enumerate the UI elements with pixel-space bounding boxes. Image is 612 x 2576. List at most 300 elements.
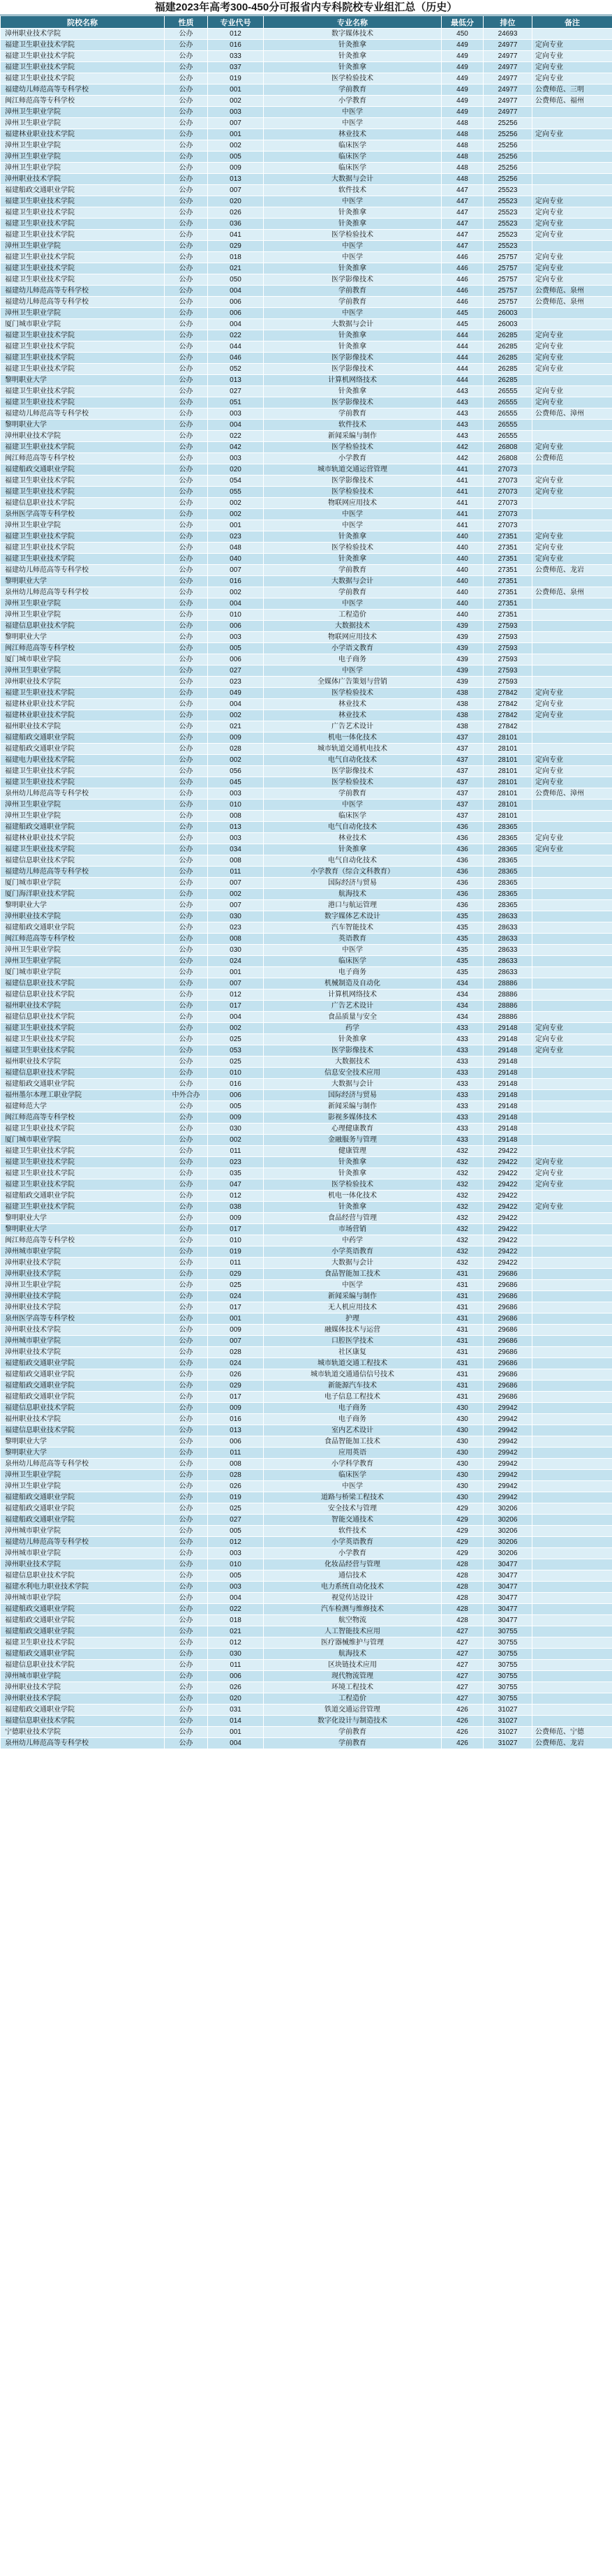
remark-cell (532, 1425, 612, 1436)
code-cell: 002 (208, 1023, 264, 1034)
school-cell: 福建信息职业技术学院 (1, 855, 165, 867)
remark-cell (532, 1705, 612, 1716)
remark-cell (532, 1112, 612, 1124)
type-cell: 公办 (165, 163, 208, 174)
score-cell: 447 (442, 230, 484, 241)
remark-cell (532, 1302, 612, 1313)
type-cell: 公办 (165, 1682, 208, 1693)
remark-cell: 公费师范、福州 (532, 96, 612, 107)
score-cell: 441 (442, 520, 484, 531)
code-cell: 010 (208, 1235, 264, 1246)
score-cell: 429 (442, 1548, 484, 1559)
score-cell: 429 (442, 1515, 484, 1526)
type-cell: 公办 (165, 598, 208, 610)
score-cell: 427 (442, 1626, 484, 1637)
score-cell: 435 (442, 956, 484, 967)
code-cell: 026 (208, 1682, 264, 1693)
code-cell: 003 (208, 632, 264, 643)
code-cell: 006 (208, 1436, 264, 1448)
code-cell: 017 (208, 1001, 264, 1012)
score-cell: 430 (442, 1448, 484, 1459)
type-cell: 公办 (165, 207, 208, 219)
code-cell: 004 (208, 1593, 264, 1604)
major-cell: 国际经济与贸易 (264, 1090, 442, 1101)
rank-cell: 25757 (484, 263, 532, 274)
major-cell: 口腔医学技术 (264, 1336, 442, 1347)
rank-cell: 29422 (484, 1235, 532, 1246)
table-row (1, 1414, 612, 1425)
school-cell: 福建卫生职业技术学院 (1, 688, 165, 699)
remark-cell (532, 665, 612, 677)
remark-cell: 公费师范、泉州 (532, 286, 612, 297)
remark-cell (532, 1470, 612, 1481)
school-cell: 黎明职业大学 (1, 576, 165, 587)
code-cell: 012 (208, 989, 264, 1001)
code-cell: 023 (208, 677, 264, 688)
table-body (1, 29, 612, 1749)
school-cell: 漳州卫生职业学院 (1, 956, 165, 967)
code-cell: 026 (208, 207, 264, 219)
rank-cell: 27073 (484, 487, 532, 498)
school-cell: 福建卫生职业技术学院 (1, 1157, 165, 1168)
table-row (1, 1559, 612, 1570)
school-cell: 漳州卫生职业学院 (1, 241, 165, 252)
table-row (1, 40, 612, 51)
school-cell: 漳州卫生职业学院 (1, 1470, 165, 1481)
score-cell: 441 (442, 509, 484, 520)
major-cell: 医学检验技术 (264, 777, 442, 788)
code-cell: 022 (208, 330, 264, 341)
school-cell: 福建卫生职业技术学院 (1, 263, 165, 274)
score-cell: 433 (442, 1112, 484, 1124)
school-cell: 漳州职业技术学院 (1, 1559, 165, 1570)
remark-cell: 公费师范 (532, 453, 612, 464)
score-cell: 433 (442, 1034, 484, 1045)
score-cell: 438 (442, 688, 484, 699)
major-cell: 针灸推拿 (264, 386, 442, 397)
table-row (1, 811, 612, 822)
rank-cell: 28101 (484, 755, 532, 766)
rank-cell: 30755 (484, 1626, 532, 1637)
remark-cell (532, 1146, 612, 1157)
header-rank: 排位 (484, 16, 532, 29)
code-cell: 008 (208, 1459, 264, 1470)
rank-cell: 29942 (484, 1403, 532, 1414)
type-cell: 公办 (165, 431, 208, 442)
table-row (1, 1503, 612, 1515)
code-cell: 016 (208, 1079, 264, 1090)
school-cell: 漳州卫生职业学院 (1, 152, 165, 163)
major-cell: 食品智能加工技术 (264, 1269, 442, 1280)
rank-cell: 29686 (484, 1291, 532, 1302)
table-row (1, 207, 612, 219)
table-row (1, 1280, 612, 1291)
code-cell: 019 (208, 1246, 264, 1258)
remark-cell (532, 1503, 612, 1515)
school-cell: 福建卫生职业技术学院 (1, 844, 165, 855)
rank-cell: 29686 (484, 1381, 532, 1392)
remark-cell: 定向专业 (532, 844, 612, 855)
major-cell: 健康管理 (264, 1146, 442, 1157)
table-row (1, 1124, 612, 1135)
school-cell: 福建船政交通职业学院 (1, 1392, 165, 1403)
major-cell: 无人机应用技术 (264, 1302, 442, 1313)
score-cell: 427 (442, 1671, 484, 1682)
type-cell: 公办 (165, 1582, 208, 1593)
remark-cell (532, 1593, 612, 1604)
table-row (1, 341, 612, 353)
table-row (1, 51, 612, 62)
table-row (1, 219, 612, 230)
school-cell: 福建幼儿师范高等专科学校 (1, 84, 165, 96)
major-cell: 学前教育 (264, 1738, 442, 1749)
table-row (1, 442, 612, 453)
table-row (1, 453, 612, 464)
table-row (1, 409, 612, 420)
school-cell: 漳州职业技术学院 (1, 1269, 165, 1280)
code-cell: 009 (208, 1112, 264, 1124)
page-title: 福建2023年高考300-450分可报省内专科院校专业组汇总（历史） (0, 0, 612, 15)
score-cell: 431 (442, 1325, 484, 1336)
remark-cell (532, 677, 612, 688)
score-cell: 449 (442, 84, 484, 96)
type-cell: 公办 (165, 196, 208, 207)
rank-cell: 27593 (484, 632, 532, 643)
code-cell: 024 (208, 1358, 264, 1369)
score-cell: 436 (442, 833, 484, 844)
score-cell: 447 (442, 207, 484, 219)
major-cell: 中药学 (264, 1235, 442, 1246)
table-row (1, 230, 612, 241)
major-cell: 通信技术 (264, 1570, 442, 1582)
major-cell: 医学影像技术 (264, 274, 442, 286)
type-cell: 公办 (165, 643, 208, 654)
major-cell: 软件技术 (264, 420, 442, 431)
remark-cell: 定向专业 (532, 766, 612, 777)
rank-cell: 30206 (484, 1503, 532, 1515)
rank-cell: 29422 (484, 1157, 532, 1168)
major-cell: 影视多媒体技术 (264, 1112, 442, 1124)
score-cell: 447 (442, 241, 484, 252)
code-cell: 006 (208, 1671, 264, 1682)
score-cell: 446 (442, 252, 484, 263)
rank-cell: 25523 (484, 230, 532, 241)
score-cell: 426 (442, 1716, 484, 1727)
rank-cell: 25757 (484, 297, 532, 308)
table-row (1, 855, 612, 867)
code-cell: 001 (208, 520, 264, 531)
table-row (1, 710, 612, 721)
code-cell: 053 (208, 1045, 264, 1057)
table-row (1, 308, 612, 319)
table-row (1, 576, 612, 587)
table-row (1, 1436, 612, 1448)
score-cell: 432 (442, 1146, 484, 1157)
type-cell: 公办 (165, 855, 208, 867)
table-row (1, 1146, 612, 1157)
major-cell: 航海技术 (264, 889, 442, 900)
table-row (1, 766, 612, 777)
type-cell: 公办 (165, 1470, 208, 1481)
school-cell: 福建船政交通职业学院 (1, 1358, 165, 1369)
table-row (1, 1727, 612, 1738)
rank-cell: 31027 (484, 1738, 532, 1749)
remark-cell (532, 1012, 612, 1023)
table-row (1, 1548, 612, 1559)
code-cell: 054 (208, 476, 264, 487)
remark-cell (532, 1280, 612, 1291)
type-cell: 公办 (165, 811, 208, 822)
major-cell: 医学检验技术 (264, 543, 442, 554)
type-cell: 公办 (165, 1548, 208, 1559)
type-cell: 公办 (165, 621, 208, 632)
code-cell: 001 (208, 967, 264, 978)
code-cell: 030 (208, 1124, 264, 1135)
school-cell: 福州职业技术学院 (1, 721, 165, 733)
school-cell: 闽江师范高等专科学校 (1, 643, 165, 654)
score-cell: 433 (442, 1068, 484, 1079)
score-cell: 431 (442, 1313, 484, 1325)
major-cell: 小学语文教育 (264, 643, 442, 654)
rank-cell: 27593 (484, 677, 532, 688)
score-cell: 441 (442, 498, 484, 509)
type-cell: 公办 (165, 554, 208, 565)
school-cell: 漳州职业技术学院 (1, 1693, 165, 1705)
rank-cell: 29148 (484, 1045, 532, 1057)
school-cell: 福建船政交通职业学院 (1, 733, 165, 744)
type-cell: 公办 (165, 1302, 208, 1313)
major-cell: 计算机网络技术 (264, 989, 442, 1001)
major-cell: 护理 (264, 1313, 442, 1325)
score-cell: 436 (442, 867, 484, 878)
code-cell: 022 (208, 431, 264, 442)
rank-cell: 26285 (484, 364, 532, 375)
school-cell: 漳州职业技术学院 (1, 1258, 165, 1269)
rank-cell: 28633 (484, 922, 532, 934)
major-cell: 电气自动化技术 (264, 755, 442, 766)
school-cell: 福建卫生职业技术学院 (1, 1146, 165, 1157)
major-cell: 针灸推拿 (264, 1168, 442, 1179)
type-cell: 公办 (165, 297, 208, 308)
type-cell: 公办 (165, 364, 208, 375)
rank-cell: 29422 (484, 1179, 532, 1191)
table-row (1, 643, 612, 654)
school-cell: 福建卫生职业技术学院 (1, 777, 165, 788)
code-cell: 024 (208, 956, 264, 967)
major-cell: 针灸推拿 (264, 1034, 442, 1045)
type-cell: 公办 (165, 1716, 208, 1727)
school-cell: 黎明职业大学 (1, 1436, 165, 1448)
remark-cell (532, 1604, 612, 1615)
code-cell: 019 (208, 73, 264, 84)
code-cell: 004 (208, 598, 264, 610)
school-cell: 福建卫生职业技术学院 (1, 353, 165, 364)
rank-cell: 27073 (484, 520, 532, 531)
school-cell: 泉州医学高等专科学校 (1, 509, 165, 520)
type-cell: 公办 (165, 107, 208, 118)
school-cell: 漳州卫生职业学院 (1, 665, 165, 677)
score-cell: 441 (442, 487, 484, 498)
type-cell: 公办 (165, 744, 208, 755)
code-cell: 027 (208, 665, 264, 677)
remark-cell (532, 140, 612, 152)
remark-cell (532, 319, 612, 330)
major-cell: 林业技术 (264, 710, 442, 721)
rank-cell: 30477 (484, 1604, 532, 1615)
header-major-name: 专业名称 (264, 16, 442, 29)
type-cell: 公办 (165, 1559, 208, 1570)
code-cell: 044 (208, 341, 264, 353)
rank-cell: 26555 (484, 409, 532, 420)
major-cell: 新闻采编与制作 (264, 1291, 442, 1302)
major-cell: 区块链技术应用 (264, 1660, 442, 1671)
rank-cell: 28101 (484, 788, 532, 800)
table-row (1, 1101, 612, 1112)
score-cell: 440 (442, 554, 484, 565)
major-cell: 视觉传达设计 (264, 1593, 442, 1604)
major-cell: 市场营销 (264, 1224, 442, 1235)
remark-cell (532, 420, 612, 431)
type-cell: 公办 (165, 1135, 208, 1146)
score-cell: 435 (442, 911, 484, 922)
rank-cell: 30755 (484, 1693, 532, 1705)
score-cell: 432 (442, 1224, 484, 1235)
type-cell: 公办 (165, 1146, 208, 1157)
code-cell: 012 (208, 1191, 264, 1202)
code-cell: 010 (208, 1559, 264, 1570)
score-cell: 440 (442, 587, 484, 598)
score-cell: 446 (442, 274, 484, 286)
code-cell: 050 (208, 274, 264, 286)
major-cell: 应用英语 (264, 1448, 442, 1459)
school-cell: 福建船政交通职业学院 (1, 1492, 165, 1503)
remark-cell (532, 163, 612, 174)
rank-cell: 29942 (484, 1470, 532, 1481)
code-cell: 023 (208, 1157, 264, 1168)
type-cell: 公办 (165, 1727, 208, 1738)
table-row (1, 565, 612, 576)
major-cell: 港口与航运管理 (264, 900, 442, 911)
major-cell: 食品质量与安全 (264, 1012, 442, 1023)
table-row (1, 1291, 612, 1302)
major-cell: 针灸推拿 (264, 531, 442, 543)
remark-cell (532, 721, 612, 733)
type-cell: 公办 (165, 219, 208, 230)
school-cell: 福建船政交通职业学院 (1, 1191, 165, 1202)
table-row (1, 1057, 612, 1068)
type-cell: 公办 (165, 487, 208, 498)
remark-cell (532, 1448, 612, 1459)
remark-cell: 定向专业 (532, 252, 612, 263)
school-cell: 福建卫生职业技术学院 (1, 543, 165, 554)
rank-cell: 27842 (484, 710, 532, 721)
school-cell: 福建卫生职业技术学院 (1, 40, 165, 51)
school-cell: 泉州幼儿师范高等专科学校 (1, 1459, 165, 1470)
score-cell: 433 (442, 1135, 484, 1146)
code-cell: 006 (208, 654, 264, 665)
major-cell: 大数据与会计 (264, 1079, 442, 1090)
school-cell: 漳州卫生职业学院 (1, 811, 165, 822)
type-cell: 公办 (165, 1124, 208, 1135)
major-cell: 针灸推拿 (264, 554, 442, 565)
table-row (1, 822, 612, 833)
table-row (1, 889, 612, 900)
major-cell: 针灸推拿 (264, 1157, 442, 1168)
table-row (1, 129, 612, 140)
school-cell: 黎明职业大学 (1, 1448, 165, 1459)
score-cell: 432 (442, 1168, 484, 1179)
code-cell: 008 (208, 934, 264, 945)
school-cell: 福建信息职业技术学院 (1, 1570, 165, 1582)
remark-cell (532, 621, 612, 632)
remark-cell: 定向专业 (532, 386, 612, 397)
rank-cell: 28365 (484, 822, 532, 833)
school-cell: 漳州职业技术学院 (1, 911, 165, 922)
rank-cell: 25256 (484, 129, 532, 140)
rank-cell: 26285 (484, 330, 532, 341)
score-cell: 436 (442, 878, 484, 889)
score-cell: 432 (442, 1202, 484, 1213)
major-cell: 化妆品经营与管理 (264, 1559, 442, 1570)
code-cell: 030 (208, 1649, 264, 1660)
remark-cell (532, 1492, 612, 1503)
score-cell: 446 (442, 286, 484, 297)
table-row (1, 263, 612, 274)
school-cell: 福建幼儿师范高等专科学校 (1, 297, 165, 308)
score-cell: 449 (442, 96, 484, 107)
table-row (1, 1202, 612, 1213)
code-cell: 005 (208, 1101, 264, 1112)
school-cell: 漳州卫生职业学院 (1, 140, 165, 152)
table-row (1, 1537, 612, 1548)
school-cell: 漳州卫生职业学院 (1, 800, 165, 811)
code-cell: 016 (208, 1414, 264, 1425)
score-cell: 430 (442, 1492, 484, 1503)
code-cell: 012 (208, 29, 264, 40)
rank-cell: 27073 (484, 498, 532, 509)
type-cell: 公办 (165, 420, 208, 431)
table-row (1, 1079, 612, 1090)
score-cell: 436 (442, 889, 484, 900)
remark-cell (532, 878, 612, 889)
table-row (1, 420, 612, 431)
school-cell: 闽江师范高等专科学校 (1, 1112, 165, 1124)
rank-cell: 29686 (484, 1369, 532, 1381)
school-cell: 福建信息职业技术学院 (1, 621, 165, 632)
score-cell: 448 (442, 129, 484, 140)
code-cell: 003 (208, 833, 264, 844)
school-cell: 福建船政交通职业学院 (1, 1503, 165, 1515)
remark-cell (532, 241, 612, 252)
code-cell: 023 (208, 531, 264, 543)
type-cell: 公办 (165, 1526, 208, 1537)
table-row (1, 610, 612, 621)
remark-cell (532, 107, 612, 118)
rank-cell: 30206 (484, 1537, 532, 1548)
major-cell: 城市轨道交通机电技术 (264, 744, 442, 755)
code-cell: 013 (208, 822, 264, 833)
school-cell: 漳州城市职业学院 (1, 1246, 165, 1258)
score-cell: 430 (442, 1470, 484, 1481)
code-cell: 021 (208, 263, 264, 274)
major-cell: 电气自动化技术 (264, 855, 442, 867)
code-cell: 002 (208, 96, 264, 107)
type-cell: 公办 (165, 945, 208, 956)
school-cell: 厦门城市职业学院 (1, 967, 165, 978)
type-cell: 公办 (165, 1235, 208, 1246)
school-cell: 福建船政交通职业学院 (1, 464, 165, 476)
major-cell: 城市轨道交通通信信号技术 (264, 1369, 442, 1381)
